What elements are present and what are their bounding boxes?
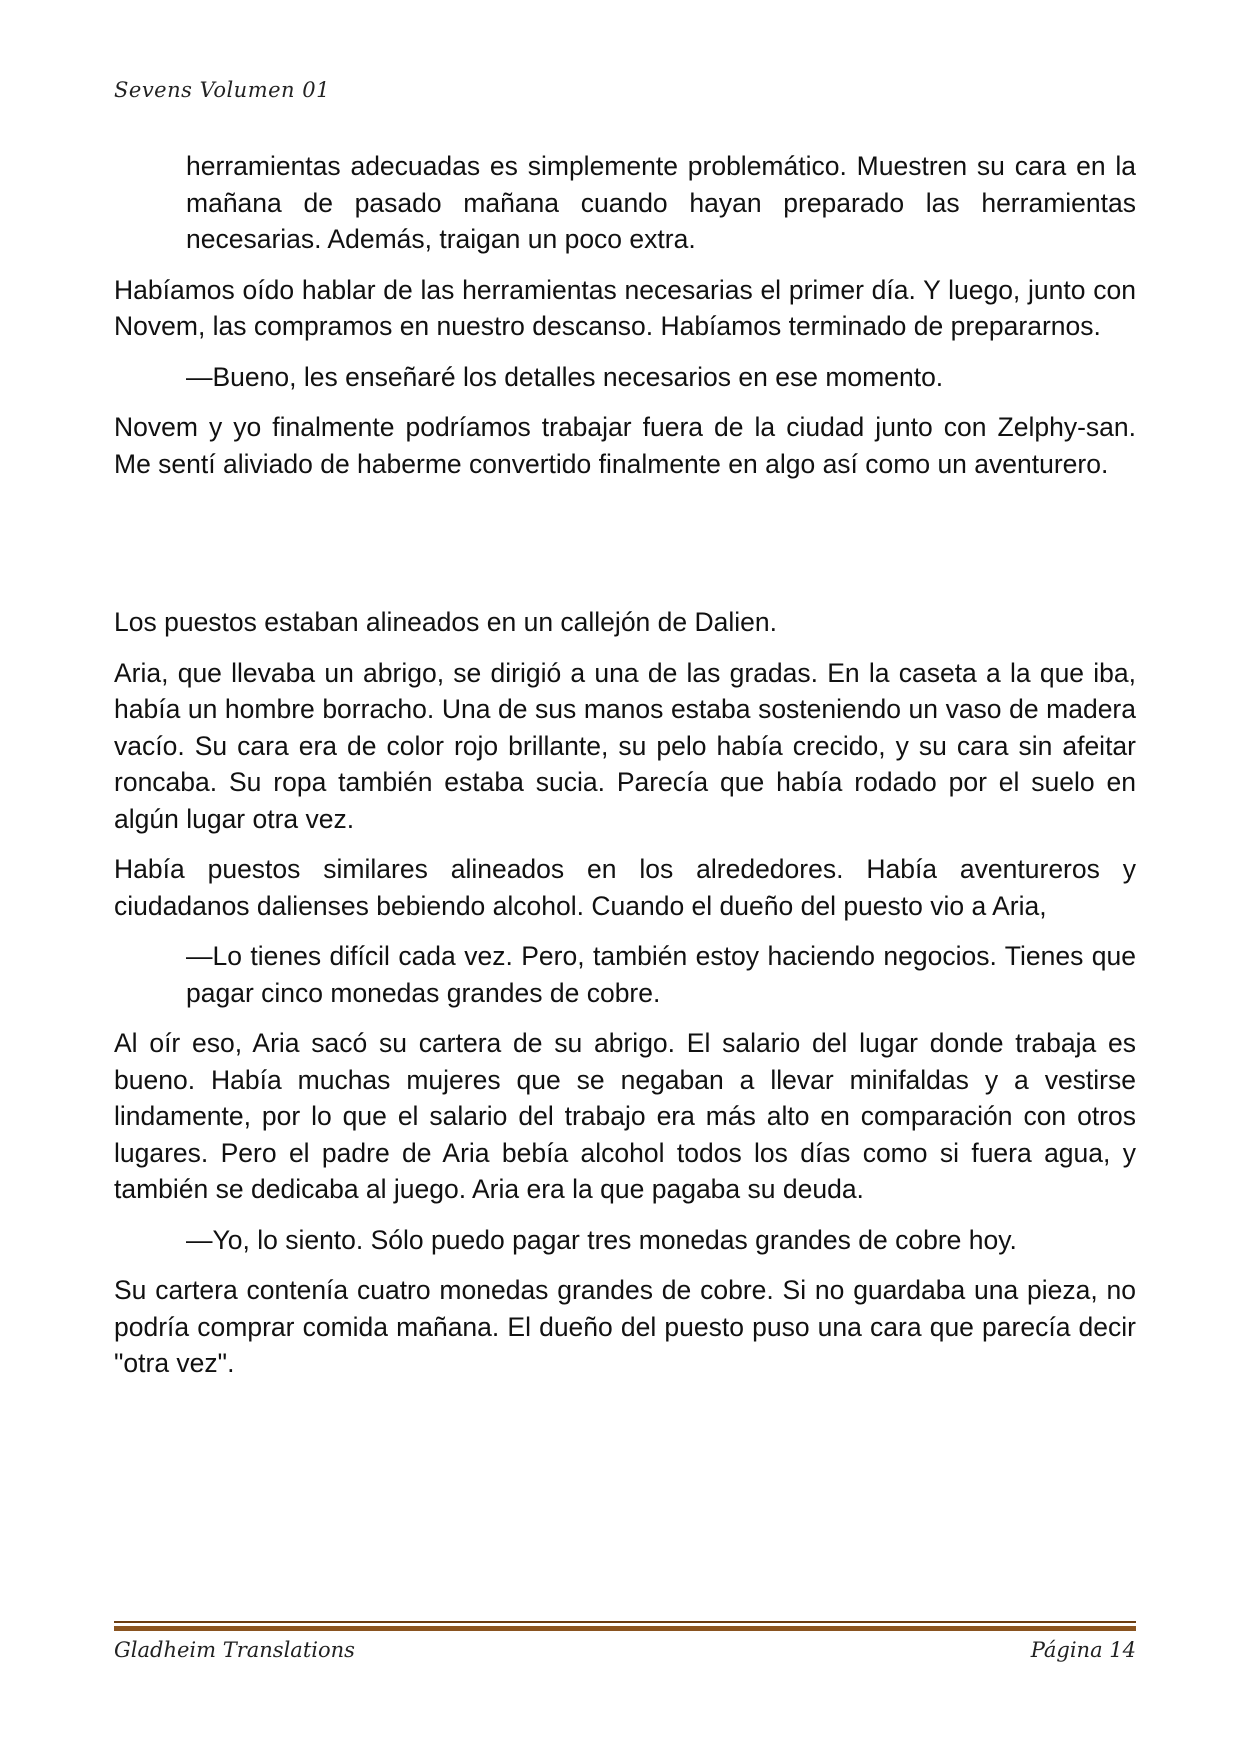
dialogue-paragraph: —Bueno, les enseñaré los detalles necesarios en ese momento.: [186, 361, 944, 392]
footer-divider-thin-line: [114, 1621, 1136, 1623]
narrative-paragraph: Su cartera contenía cuatro monedas grandes de cobre. Si no guardaba una pieza, no podría comprar comida mañana. El dueño del puesto puso una cara que parecía decir "otra vez".: [114, 1275, 1136, 1378]
narrative-paragraph: Al oír eso, Aria sacó su cartera de su abrigo. El salario del lugar donde trabaja es bueno. Había muchas mujeres que se negaban a llevar minifaldas y a vestirse lindamente, por lo que el salario del trabajo era más alto en comparación con otros lugares. Pero el padre de Aria bebía alcohol todos los días como si fuera agua, y también se dedicaba al juego. Aria era la que pagaba su deuda.: [114, 1028, 1136, 1204]
narrative-paragraph: Habíamos oído hablar de las herramientas necesarias el primer día. Y luego, junto con Novem, las compramos en nuestro descanso. Habíamos terminado de prepararnos.: [114, 274, 1136, 341]
narrative-paragraph: Aria, que llevaba un abrigo, se dirigió a una de las gradas. En la caseta a la que iba, había un hombre borracho. Una de sus manos estaba sosteniendo un vaso de madera vacío. Su cara era de color rojo brillante, su pelo había crecido, y su cara sin afeitar roncaba. Su ropa también estaba sucia. Parecía que había rodado por el suelo en algún lugar otra vez.: [114, 657, 1136, 834]
footer-page-number: Página 14: [1030, 1638, 1136, 1662]
scene-break: [114, 496, 1136, 604]
page-header-title: Sevens Volumen 01: [114, 78, 330, 102]
dialogue-paragraph: herramientas adecuadas es simplemente problemático. Muestren su cara en la mañana de pasado mañana cuando hayan preparado las herramientas necesarias. Además, traigan un poco extra.: [186, 151, 1136, 254]
footer-divider-thick-line: [114, 1626, 1136, 1631]
document-body: [114, 148, 1136, 1396]
narrative-paragraph: Había puestos similares alineados en los alrededores. Había aventureros y ciudadanos dalienses bebiendo alcohol. Cuando el dueño del puesto vio a Aria,: [114, 854, 1136, 921]
narrative-paragraph: Los puestos estaban alineados en un callejón de Dalien.: [114, 607, 777, 637]
dialogue-paragraph: —Lo tienes difícil cada vez. Pero, también estoy haciendo negocios. Tienes que pagar cinco monedas grandes de cobre.: [186, 941, 1136, 1008]
footer-divider: [114, 1621, 1136, 1631]
dialogue-paragraph: —Yo, lo siento. Sólo puedo pagar tres monedas grandes de cobre hoy.: [186, 1224, 1017, 1255]
footer-publisher: Gladheim Translations: [114, 1638, 355, 1662]
narrative-paragraph: Novem y yo finalmente podríamos trabajar fuera de la ciudad junto con Zelphy-san. Me sentí aliviado de haberme convertido finalmente en algo así como un aventurero.: [114, 412, 1136, 479]
